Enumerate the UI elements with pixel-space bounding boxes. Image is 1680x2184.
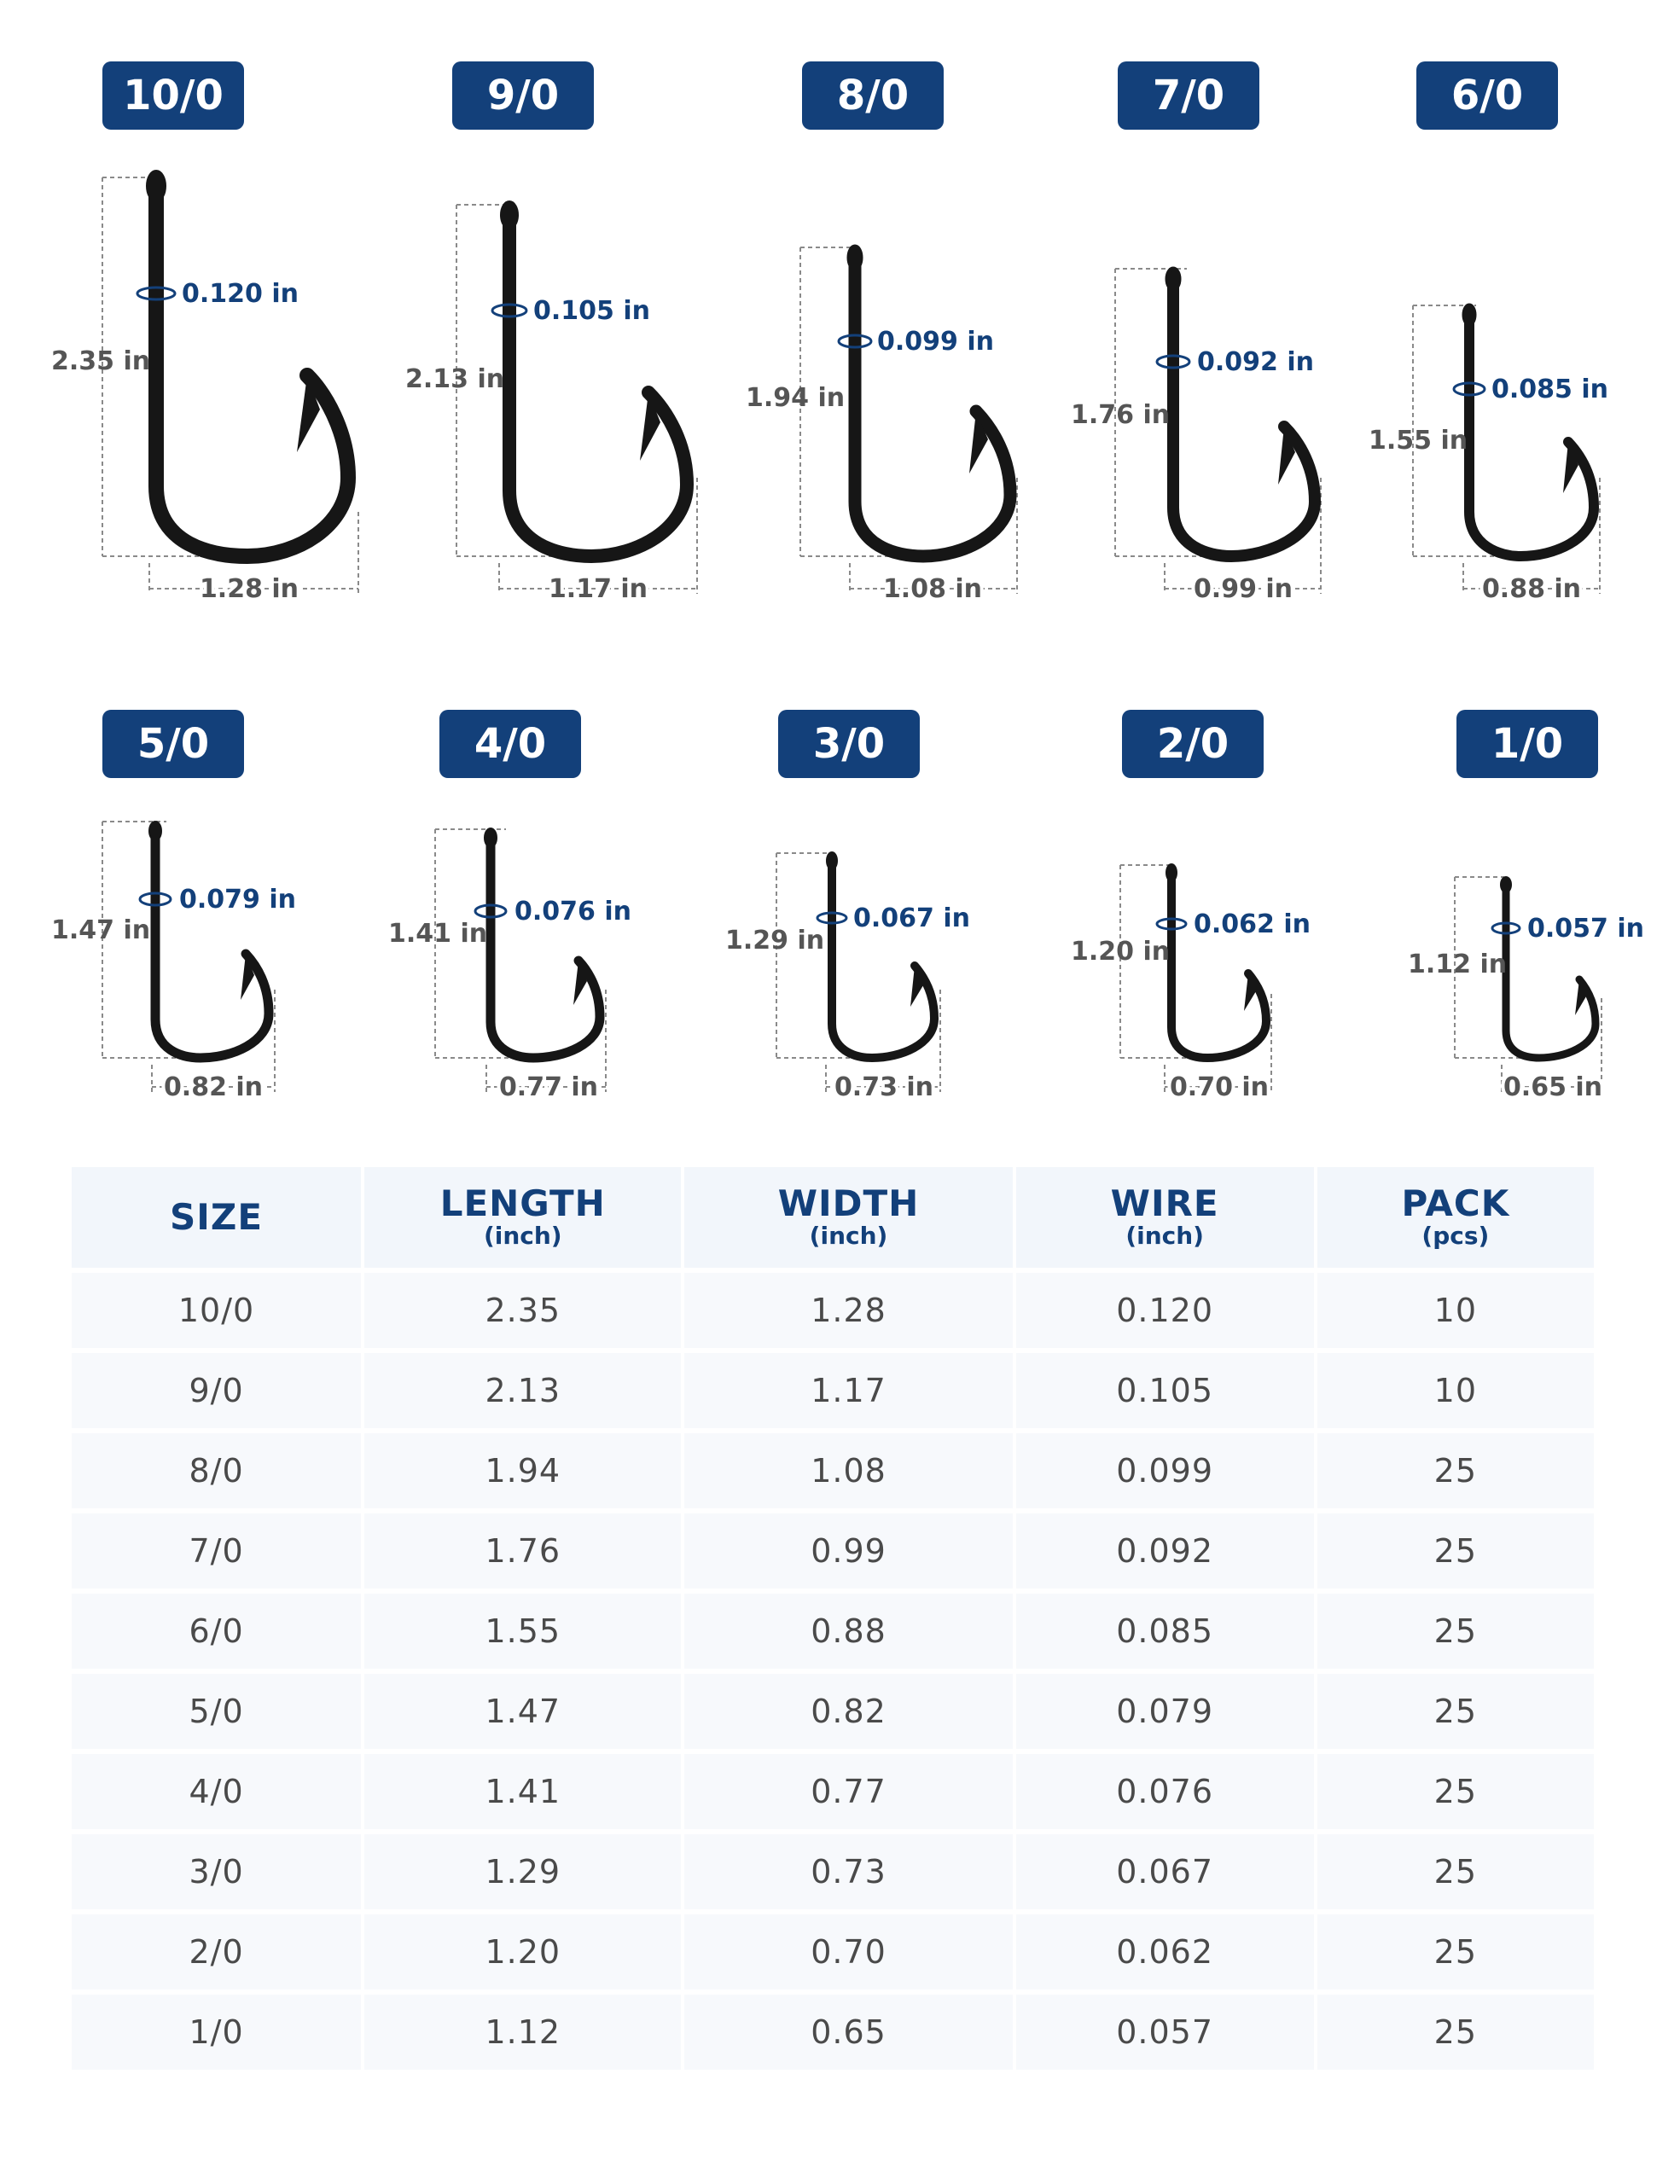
table-row <box>72 1674 1594 1749</box>
spec-table <box>68 1162 1597 2075</box>
hook-diagram <box>363 34 687 640</box>
cell-wire: 0.105 <box>1016 1353 1314 1428</box>
header-wire-label: WIRE <box>1110 1182 1219 1224</box>
fishing-hook-icon <box>150 822 269 1058</box>
width-label: 0.82 in <box>163 1072 264 1102</box>
wire-label: 0.085 in <box>1491 375 1608 404</box>
header-length <box>364 1167 681 1268</box>
cell-pack: 25 <box>1317 1754 1594 1829</box>
fishing-hook-icon <box>1167 865 1266 1058</box>
cell-pack: 25 <box>1317 1834 1594 1909</box>
cell-width: 1.08 <box>684 1433 1012 1508</box>
fishing-hook-icon <box>828 853 934 1058</box>
cell-length: 1.41 <box>364 1754 681 1829</box>
hook-diagram <box>17 34 341 640</box>
cell-size: 7/0 <box>72 1513 361 1589</box>
wire-label: 0.057 in <box>1527 914 1644 944</box>
header-size-label: SIZE <box>170 1196 264 1238</box>
cell-wire: 0.120 <box>1016 1273 1314 1348</box>
fishing-hook-icon <box>849 247 1010 556</box>
width-label: 1.28 in <box>199 574 299 604</box>
table-row <box>72 1914 1594 1989</box>
hook-card <box>708 34 1032 640</box>
wire-label: 0.099 in <box>877 327 994 357</box>
table-row <box>72 1754 1594 1829</box>
cell-pack: 25 <box>1317 1513 1594 1589</box>
cell-size: 4/0 <box>72 1754 361 1829</box>
cell-size: 1/0 <box>72 1995 361 2070</box>
width-label: 0.99 in <box>1193 574 1293 604</box>
wire-label: 0.105 in <box>533 296 650 326</box>
size-badge-label: 4/0 <box>474 720 547 768</box>
cell-length: 1.47 <box>364 1674 681 1749</box>
cell-length: 2.13 <box>364 1353 681 1428</box>
size-badge-label: 6/0 <box>1450 72 1524 119</box>
cell-pack: 25 <box>1317 1594 1594 1669</box>
width-label: 0.77 in <box>498 1072 599 1102</box>
width-label: 1.17 in <box>548 574 648 604</box>
cell-wire: 0.099 <box>1016 1433 1314 1508</box>
size-badge-label: 8/0 <box>836 72 910 119</box>
cell-width: 0.77 <box>684 1754 1012 1829</box>
cell-length: 1.94 <box>364 1433 681 1508</box>
header-size <box>72 1167 361 1268</box>
cell-width: 0.99 <box>684 1513 1012 1589</box>
hook-card <box>363 34 687 640</box>
cell-pack: 25 <box>1317 1433 1594 1508</box>
header-width <box>684 1167 1012 1268</box>
cell-length: 1.12 <box>364 1995 681 2070</box>
table-header-row <box>72 1167 1594 1268</box>
cell-width: 1.28 <box>684 1273 1012 1348</box>
cell-width: 0.73 <box>684 1834 1012 1909</box>
size-badge-label: 10/0 <box>123 72 224 119</box>
fishing-hook-icon <box>1167 269 1315 556</box>
width-label: 1.08 in <box>882 574 983 604</box>
table-row <box>72 1433 1594 1508</box>
cell-pack: 25 <box>1317 1914 1594 1989</box>
size-badge-label: 7/0 <box>1152 72 1225 119</box>
wire-label: 0.079 in <box>179 885 296 915</box>
cell-pack: 25 <box>1317 1674 1594 1749</box>
cell-width: 0.70 <box>684 1914 1012 1989</box>
header-pack <box>1317 1167 1594 1268</box>
cell-width: 1.17 <box>684 1353 1012 1428</box>
size-badge-label: 5/0 <box>137 720 210 768</box>
table-row <box>72 1995 1594 2070</box>
wire-label: 0.120 in <box>182 279 299 309</box>
width-label: 0.65 in <box>1503 1072 1603 1102</box>
cell-size: 9/0 <box>72 1353 361 1428</box>
header-pack-unit: (pcs) <box>1421 1222 1490 1250</box>
width-label: 0.88 in <box>1481 574 1582 604</box>
hook-diagram <box>708 34 1032 640</box>
length-label: 1.94 in <box>746 383 846 413</box>
cell-wire: 0.092 <box>1016 1513 1314 1589</box>
cell-pack: 10 <box>1317 1353 1594 1428</box>
cell-length: 1.55 <box>364 1594 681 1669</box>
cell-size: 5/0 <box>72 1674 361 1749</box>
header-wire-unit: (inch) <box>1125 1222 1204 1250</box>
cell-wire: 0.085 <box>1016 1594 1314 1669</box>
header-length-unit: (inch) <box>483 1222 562 1250</box>
cell-size: 2/0 <box>72 1914 361 1989</box>
length-label: 1.20 in <box>1071 937 1171 967</box>
length-label: 2.13 in <box>405 364 505 394</box>
cell-size: 6/0 <box>72 1594 361 1669</box>
table-row <box>72 1513 1594 1589</box>
size-badge-label: 9/0 <box>486 72 560 119</box>
length-label: 1.41 in <box>388 919 488 949</box>
fishing-hook-icon <box>485 829 600 1058</box>
cell-wire: 0.067 <box>1016 1834 1314 1909</box>
length-label: 1.12 in <box>1408 950 1508 979</box>
hook-card <box>1028 34 1352 640</box>
header-width-unit: (inch) <box>809 1222 888 1250</box>
length-label: 1.76 in <box>1071 400 1171 430</box>
cell-pack: 25 <box>1317 1995 1594 2070</box>
hook-diagram <box>1348 34 1672 640</box>
cell-length: 1.29 <box>364 1834 681 1909</box>
wire-label: 0.076 in <box>514 897 631 926</box>
table-row <box>72 1273 1594 1348</box>
wire-label: 0.067 in <box>853 903 970 933</box>
cell-size: 10/0 <box>72 1273 361 1348</box>
width-label: 0.73 in <box>834 1072 934 1102</box>
table-row <box>72 1594 1594 1669</box>
table-row <box>72 1353 1594 1428</box>
cell-length: 1.20 <box>364 1914 681 1989</box>
fishing-hook-icon <box>1464 305 1594 556</box>
cell-size: 8/0 <box>72 1433 361 1508</box>
hook-card <box>1348 34 1672 640</box>
cell-wire: 0.057 <box>1016 1995 1314 2070</box>
size-badge-label: 3/0 <box>812 720 886 768</box>
header-length-label: LENGTH <box>439 1182 606 1224</box>
cell-length: 1.76 <box>364 1513 681 1589</box>
cell-wire: 0.062 <box>1016 1914 1314 1989</box>
cell-length: 2.35 <box>364 1273 681 1348</box>
length-label: 1.29 in <box>725 926 825 956</box>
fishing-hook-icon <box>148 172 348 556</box>
fishing-hook-icon <box>503 203 687 556</box>
size-badge-label: 2/0 <box>1156 720 1229 768</box>
wire-label: 0.092 in <box>1197 347 1314 377</box>
cell-width: 0.82 <box>684 1674 1012 1749</box>
cell-width: 0.65 <box>684 1995 1012 2070</box>
cell-wire: 0.079 <box>1016 1674 1314 1749</box>
length-label: 2.35 in <box>51 346 151 376</box>
width-label: 0.70 in <box>1169 1072 1270 1102</box>
hook-diagram <box>1028 34 1352 640</box>
header-width-label: WIDTH <box>777 1182 920 1224</box>
header-wire <box>1016 1167 1314 1268</box>
fishing-hook-icon <box>1502 878 1596 1058</box>
cell-width: 0.88 <box>684 1594 1012 1669</box>
length-label: 1.55 in <box>1369 426 1468 456</box>
cell-size: 3/0 <box>72 1834 361 1909</box>
cell-wire: 0.076 <box>1016 1754 1314 1829</box>
table-row <box>72 1834 1594 1909</box>
length-label: 1.47 in <box>51 915 151 945</box>
hook-card <box>17 34 341 640</box>
size-badge-label: 1/0 <box>1491 720 1564 768</box>
wire-label: 0.062 in <box>1194 909 1311 939</box>
header-pack-label: PACK <box>1401 1182 1510 1224</box>
cell-pack: 10 <box>1317 1273 1594 1348</box>
